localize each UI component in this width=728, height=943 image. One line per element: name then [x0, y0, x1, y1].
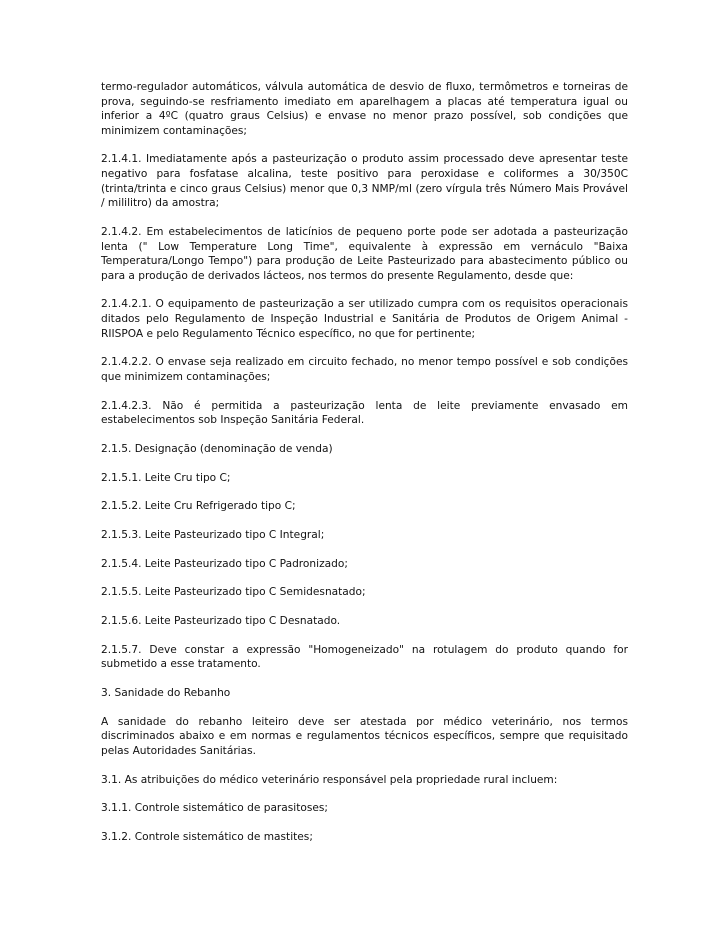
list-item-3-1-2: 3.1.2. Controle sistemático de mastites; [101, 830, 313, 843]
paragraph-3-1: 3.1. As atribuições do médico veterinário responsável pela propriedade rural incluem: [101, 773, 558, 786]
list-item-2-1-5-6: 2.1.5.6. Leite Pasteurizado tipo C Desnatado. [101, 614, 341, 627]
section-heading-3: 3. Sanidade do Rebanho [101, 686, 231, 699]
paragraph-2-1-4-1: 2.1.4.1. Imediatamente após a pasteurização o produto assim processado deve apresentar teste negativo para fosfatase alcalina, teste positivo para peroxidase e coliformes a 30/350C (trinta/trinta e cinco graus Celsius) menor que 0,3 NMP/ml (zero vírgula três Número Mais Provável / mililitro) da amostra; [101, 153, 628, 210]
paragraph-herd-health: A sanidade do rebanho leiteiro deve ser atestada por médico veterinário, nos termos discriminados abaixo e em normas e regulamentos técnicos específicos, sempre que requisitado pelas Autoridades Sanitárias. [101, 715, 628, 757]
list-item-2-1-5-3: 2.1.5.3. Leite Pasteurizado tipo C Integral; [101, 528, 325, 541]
list-item-3-1-1: 3.1.1. Controle sistemático de parasitoses; [101, 802, 328, 815]
list-item-2-1-5-1: 2.1.5.1. Leite Cru tipo C; [101, 471, 231, 484]
list-item-2-1-5-5: 2.1.5.5. Leite Pasteurizado tipo C Semidesnatado; [101, 586, 366, 599]
document-page [101, 80, 628, 859]
list-item-2-1-5-2: 2.1.5.2. Leite Cru Refrigerado tipo C; [101, 500, 296, 513]
paragraph-2-1-4-2-1: 2.1.4.2.1. O equipamento de pasteurização a ser utilizado cumpra com os requisitos operacionais ditados pelo Regulamento de Inspeção Industrial e Sanitária de Produtos de Origem Animal - RIISPOA e pelo Regulamento Técnico específico, no que for pertinente; [101, 298, 628, 340]
paragraph-pasteurization-equipment: termo-regulador automáticos, válvula automática de desvio de fluxo, termômetros e torneiras de prova, seguindo-se resfriamento imediato em aparelhagem a placas até temperatura igual ou inferior a 4ºC (quatro graus Celsius) e envase no menor prazo possível, sob condições que minimizem contaminações; [101, 81, 628, 137]
paragraph-2-1-5-7: 2.1.5.7. Deve constar a expressão "Homogeneizado" na rotulagem do produto quando for submetido a esse tratamento. [101, 643, 628, 671]
paragraph-2-1-4-2-2: 2.1.4.2.2. O envase seja realizado em circuito fechado, no menor tempo possível e sob condições que minimizem contaminações; [101, 356, 628, 383]
list-item-2-1-5-4: 2.1.5.4. Leite Pasteurizado tipo C Padronizado; [101, 557, 348, 570]
paragraph-2-1-4-2-3: 2.1.4.2.3. Não é permitida a pasteurização lenta de leite previamente envasado em estabelecimentos sob Inspeção Sanitária Federal. [101, 399, 628, 427]
section-heading-2-1-5: 2.1.5. Designação (denominação de venda) [101, 442, 333, 455]
paragraph-2-1-4-2: 2.1.4.2. Em estabelecimentos de laticínios de pequeno porte pode ser adotada a pasteurização lenta (" Low Temperature Long Time", equivalente à expressão em vernáculo "Baixa Temperatura/Longo Tempo") para produção de Leite Pasteurizado para abastecimento público ou para a produção de derivados lácteos, nos termos do presente Regulamento, desde que: [101, 225, 628, 282]
